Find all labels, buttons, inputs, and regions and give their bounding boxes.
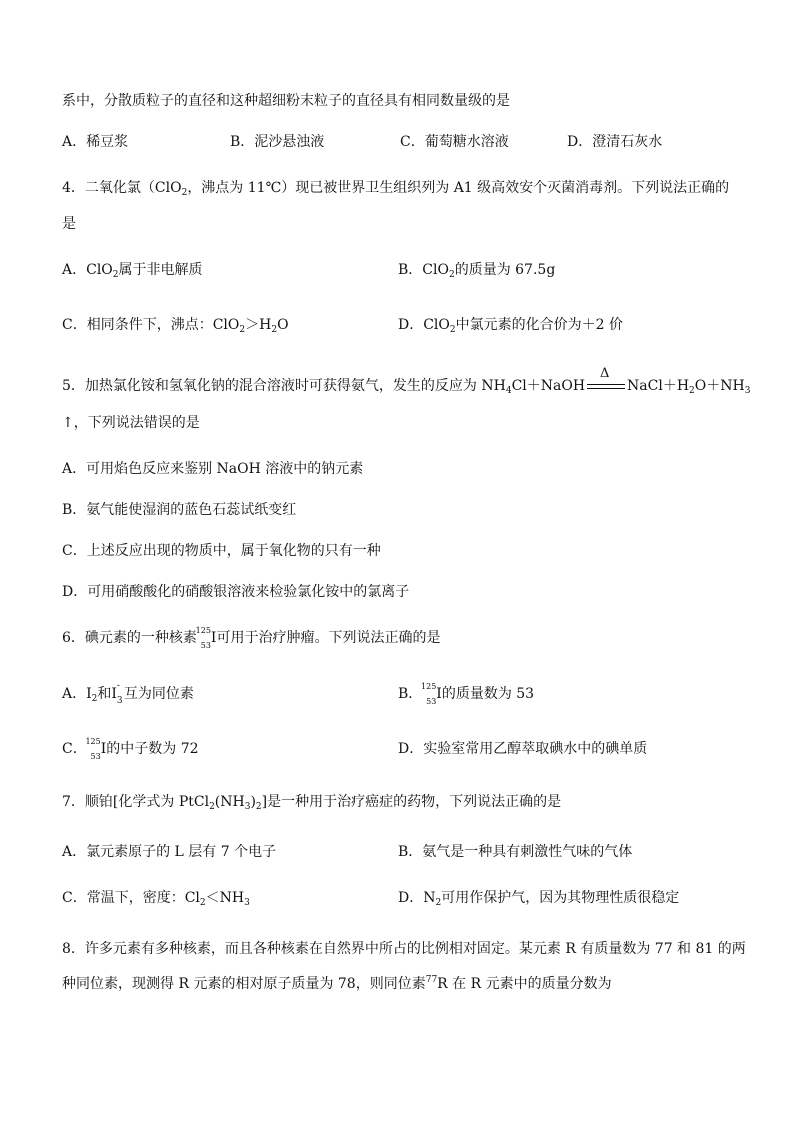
q6-c-text: 的中子数为 72: [106, 741, 199, 757]
q4-stem-part: 是: [62, 216, 76, 232]
q6-option-a: [62, 681, 194, 706]
subscript: 2: [689, 386, 695, 396]
q4-b-text: 的质量为 67.5g: [454, 262, 556, 278]
q5-b-text: B．氨气能使湿润的蓝色石蕊试纸变红: [62, 502, 297, 518]
q5-option-b: [62, 500, 296, 520]
q3-stem-text: 系中，分散质粒子的直径和这种超细粉末粒子的直径具有相同数量级的是: [62, 93, 510, 109]
q6-option-b: [398, 684, 534, 704]
nuclide-notation: [422, 684, 436, 704]
q4-stem-line1: [62, 178, 729, 198]
element-symbol: I: [100, 741, 107, 757]
atomic-number: 53: [200, 641, 211, 650]
q6-stem-part: 可用于治疗肿瘤。下列说法正确的是: [216, 630, 441, 646]
charge-index: [116, 681, 124, 706]
subscript: 2: [239, 325, 246, 335]
q4-option-d: [398, 315, 623, 335]
equals-bar: [587, 384, 625, 389]
mass-number: 125: [85, 737, 101, 746]
mass-number: 125: [421, 682, 437, 691]
delta-symbol: Δ: [600, 366, 610, 381]
q6-c-text: C．: [62, 741, 87, 757]
q8-stem-part: 种同位素，现测得 R 元素的相对原子质量为 78，则同位素: [62, 976, 426, 992]
q6-b-text: 的质量数为 53: [441, 686, 535, 702]
subscript: 3: [244, 898, 250, 908]
subscript: 2: [112, 270, 119, 280]
q8-stem-line2: [62, 974, 612, 994]
subscript: 4: [505, 386, 512, 396]
q5-stem-part: ↑，下列说法错误的是: [62, 415, 200, 431]
q7-option-d: [398, 888, 679, 908]
q6-b-text: B．: [398, 686, 423, 702]
q6-option-d: [398, 739, 647, 759]
q5-option-c: [62, 541, 381, 561]
q5-stem-part: NaCl＋H: [627, 378, 690, 394]
superscript: -: [116, 681, 120, 691]
q5-c-text: C．上述反应出现的物质中，属于氧化物的只有一种: [62, 543, 381, 559]
q5-d-text: D．可用硝酸酸化的硝酸银溶液来检验氯化铵中的氯离子: [62, 584, 410, 600]
element-symbol: I: [210, 630, 217, 646]
q7-d-text: D．N: [398, 890, 436, 906]
q4-stem-part: 4．二氧化氯（ClO: [62, 180, 182, 196]
q7-stem: [62, 792, 561, 812]
q3-d-text: D．澄清石灰水: [567, 134, 663, 150]
q3-option-b: [230, 132, 324, 152]
q4-a-text: 属于非电解质: [118, 262, 203, 278]
q6-a-text: 和I: [97, 686, 117, 702]
q7-option-c: [62, 888, 250, 908]
nuclide-notation: [87, 739, 101, 759]
q5-option-a: [62, 459, 363, 479]
q5-stem-line2: [62, 413, 200, 433]
q3-option-c: [400, 132, 509, 152]
subscript: 3: [116, 696, 123, 706]
q7-c-text: C．常温下，密度：Cl: [62, 890, 200, 906]
subscript: 2: [209, 802, 215, 812]
subscript: 3: [744, 386, 751, 396]
q4-stem-part: ，沸点为 11℃）现已被世界卫生组织列为 A1 级高效安个灭菌消毒剂。下列说法正确的: [187, 180, 730, 196]
q4-option-b: [398, 260, 555, 280]
q5-stem-part: 5．加热氯化铵和氢氧化钠的混合溶液时可获得氨气，发生的反应为 NH: [62, 378, 506, 394]
nuclide-notation: [197, 628, 211, 648]
q5-stem-part: O＋NH: [694, 378, 745, 394]
subscript: 2: [435, 898, 442, 908]
q7-stem-part: ): [250, 794, 256, 810]
subscript: 2: [271, 325, 278, 335]
q7-stem-part: 7．顺铂[化学式为 PtCl: [62, 794, 210, 810]
q7-c-text: ＜NH: [205, 890, 245, 906]
q4-stem-line2: [62, 214, 76, 234]
q5-a-text: A．可用焰色反应来鉴别 NaOH 溶液中的钠元素: [62, 461, 364, 477]
q3-option-d: [567, 132, 662, 152]
q4-c-text: O: [277, 317, 289, 333]
q7-a-text: A．氯元素原子的 L 层有 7 个电子: [62, 844, 277, 860]
q4-option-c: [62, 315, 289, 335]
q7-option-a: [62, 842, 276, 862]
q6-stem-part: 6．碘元素的一种核素: [62, 630, 197, 646]
q8-stem-part: 8．许多元素有多种核素，而且各种核素在自然界中所占的比例相对固定。某元素 R 有质量数为 77 和 81 的两: [62, 941, 746, 957]
q7-d-text: 可用作保护气，因为其物理性质很稳定: [441, 890, 680, 906]
element-symbol: I: [436, 686, 442, 702]
q3-c-text: C．葡萄糖水溶液: [400, 134, 509, 150]
q3-option-a: [62, 132, 128, 152]
subscript: 2: [91, 694, 98, 704]
q5-stem-line1: [62, 366, 751, 396]
q6-stem: [62, 628, 440, 648]
q3-a-text: A．稀豆浆: [62, 134, 129, 150]
mass-number: 125: [195, 626, 211, 635]
q4-d-text: D．ClO: [398, 317, 450, 333]
q4-b-text: B．ClO: [398, 262, 449, 278]
q4-a-text: A．ClO: [62, 262, 113, 278]
q6-option-c: [62, 739, 199, 759]
subscript: 2: [199, 898, 206, 908]
q8-stem-line1: [62, 939, 746, 959]
q3-b-text: B．泥沙悬浊液: [230, 134, 325, 150]
q8-stem-part: R 在 R 元素中的质量分数为: [437, 976, 612, 992]
q7-option-b: [398, 842, 632, 862]
subscript: 2: [449, 325, 456, 335]
q4-d-text: 中氯元素的化合价为＋2 价: [455, 317, 623, 333]
q5-stem-part: Cl＋NaOH: [511, 378, 586, 394]
q7-b-text: B．氨气是一种具有刺激性气味的气体: [398, 844, 633, 860]
atomic-number: 53: [90, 752, 101, 761]
q4-c-text: ＞H: [245, 317, 272, 333]
q4-option-a: [62, 260, 203, 280]
atomic-number: 53: [426, 697, 437, 706]
q7-stem-part: (NH: [214, 794, 245, 810]
q6-d-text: D．实验室常用乙醇萃取碘水中的碘单质: [398, 741, 648, 757]
q6-a-text: A．I: [62, 686, 92, 702]
q5-option-d: [62, 582, 409, 602]
subscript: 2: [181, 188, 188, 198]
q4-c-text: C．相同条件下，沸点：ClO: [62, 317, 240, 333]
q7-stem-part: ]是一种用于治疗癌症的药物，下列说法正确的是: [261, 794, 562, 810]
mass-number: 77: [425, 975, 438, 985]
heating-arrow: [585, 366, 627, 396]
subscript: 3: [244, 802, 251, 812]
subscript: 2: [448, 270, 455, 280]
q6-a-text: 互为同位素: [123, 686, 194, 702]
subscript: 2: [255, 802, 262, 812]
q3-stem: [62, 91, 510, 111]
